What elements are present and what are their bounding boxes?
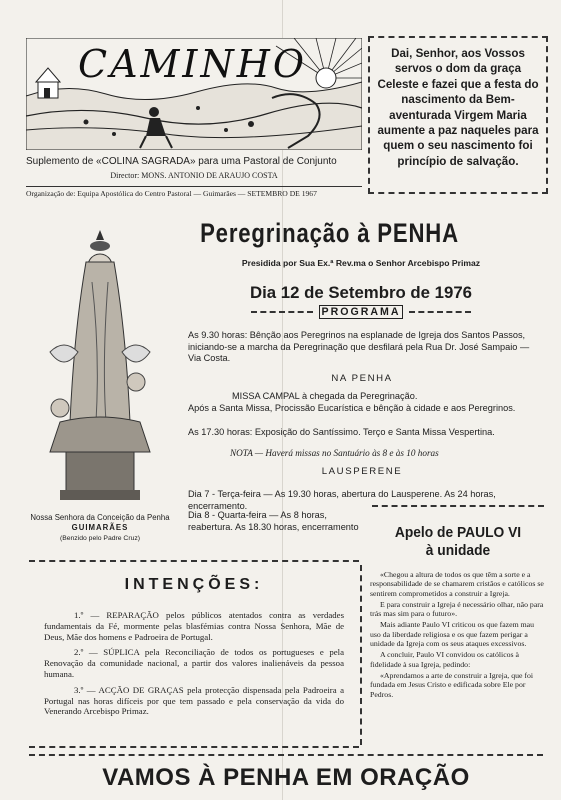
masthead-organization: Organização de: Equipa Apostólica do Centro Pastoral — Guimarães — SETEMBRO DE 1967 xyxy=(26,186,362,198)
programa-item-missa: MISSA CAMPAL à chegada da Peregrinação. xyxy=(232,391,418,401)
footer-slogan: VAMOS À PENHA EM ORAÇÃO xyxy=(102,764,470,791)
intencao-item: 3.º — ACÇÃO DE GRAÇAS pela protecção dispensada pela Padroeira a Portugal nas horas difíceis por que tem passado e pela conservação da vida do Venerando Arcebispo Primaz. xyxy=(44,684,344,717)
intencoes-body xyxy=(44,610,344,722)
masthead xyxy=(26,38,362,150)
masthead-subtitle: Suplemento de «COLINA SAGRADA» para uma Pastoral de Conjunto xyxy=(26,156,337,167)
footer-border xyxy=(29,754,543,756)
programa-nota: NOTA — Haverá missas no Santuário às 8 e às 10 horas xyxy=(230,448,439,458)
apelo-paragraph: «Aprendamos a arte de construir a Igreja, que foi fundada em Jesus Cristo e edificada sobre Ele por Pedros. xyxy=(370,670,534,699)
apelo-title-line2: à unidade xyxy=(425,542,491,559)
apelo-title-line1: Apelo de PAULO VI xyxy=(394,524,522,541)
main-presided: Presidida por Sua Ex.ª Rev.ma o Senhor Arcebispo Primaz xyxy=(241,258,481,268)
section-na-penha: NA PENHA xyxy=(331,373,393,384)
caption-city: GUIMARÃES xyxy=(71,523,129,533)
apelo-paragraph: «Chegou a altura de todos os que têm a sorte e a responsabilidade de se chamarem cristãos e católicos se sentirem comprometidos a construir a Igreja. xyxy=(370,570,544,598)
apelo-top-border xyxy=(372,505,544,507)
programa-dash-left xyxy=(251,311,313,313)
masthead-director: Director: MONS. ANTONIO DE ARAUJO COSTA xyxy=(110,171,278,180)
statue-image xyxy=(30,222,170,512)
programa-item-procissao: Após a Santa Missa, Procissão Eucarística e bênção à cidade e aos Peregrinos. xyxy=(188,403,516,413)
intencao-item: 2.º — SÚPLICA pela Reconciliação de todos os portugueses e pela Renovação da comunidade nacional, a partir dos valores inalienáveis da pessoa humana. xyxy=(44,647,344,679)
event-date: Dia 12 de Setembro de 1976 xyxy=(250,283,472,302)
quote-box xyxy=(368,36,548,194)
apelo-body xyxy=(370,570,546,701)
masthead-logo-text: CAMINHO xyxy=(78,42,307,86)
apelo-paragraph: E para construir a Igreja é necessário olhar, não para trás mas sim para o futuro». xyxy=(370,599,544,619)
caption-note: (Benzido pelo Padre Cruz) xyxy=(59,534,141,542)
programa-label: PROGRAMA xyxy=(319,305,404,319)
caption-title: Nossa Senhora da Conceição da Penha xyxy=(30,513,170,522)
lausperene-day-8: Dia 8 - Quarta-feira — As 8 horas, reabertura. As 18.30 horas, encerramento xyxy=(188,510,359,532)
programa-item-exposicao: As 17.30 horas: Exposição do Santíssimo. Terço e Santa Missa Vespertina. xyxy=(188,427,495,437)
programa-dash-right xyxy=(409,311,471,313)
apelo-paragraph: A concluir, Paulo VI convidou os católicos à fidelidade à sua Igreja, pedindo: xyxy=(370,650,519,669)
statue-caption xyxy=(26,513,174,544)
quote-text: Dai, Senhor, aos Vossos servos o dom da graça Celeste e fazei que a festa do nascimento da Bem-aventurada Virgem Maria aumente a paz naqueles para quem o seu nascimento foi princípio de salvação. xyxy=(377,47,539,168)
intencoes-title: INTENÇÕES: xyxy=(124,576,264,593)
intencao-item: 1.º — REPARAÇÃO pelos públicos atentados contra as verdades fundamentais da Fé, mormente pelas blasfémias contra Nossa Senhora, Mãe de Deus, Mãe dos homens e Padroeira de Portugal. xyxy=(44,610,344,642)
programa-heading xyxy=(186,305,536,319)
main-title: Peregrinação à PENHA xyxy=(200,218,459,248)
programa-item-morning: As 9.30 horas: Bênção aos Peregrinos na esplanade de Igreja dos Santos Passos, iniciando-se a marcha da Peregrinação que desfilará pela Rua Dr. José Sampaio — Via Costa. xyxy=(188,330,530,363)
apelo-paragraph: Mais adiante Paulo VI criticou os que fazem mau uso da liberdade religiosa e os que fazem perigar a unidade da Igreja com os seus ataques excessivos. xyxy=(370,620,535,649)
apelo-title xyxy=(379,524,537,560)
section-lausperene: LAUSPERENE xyxy=(321,466,403,477)
intencoes-right-border xyxy=(360,565,362,745)
lausperene-day-7: Dia 7 - Terça-feira — As 19.30 horas, abertura do Lausperene. As 24 horas, encerramento. xyxy=(188,489,496,511)
